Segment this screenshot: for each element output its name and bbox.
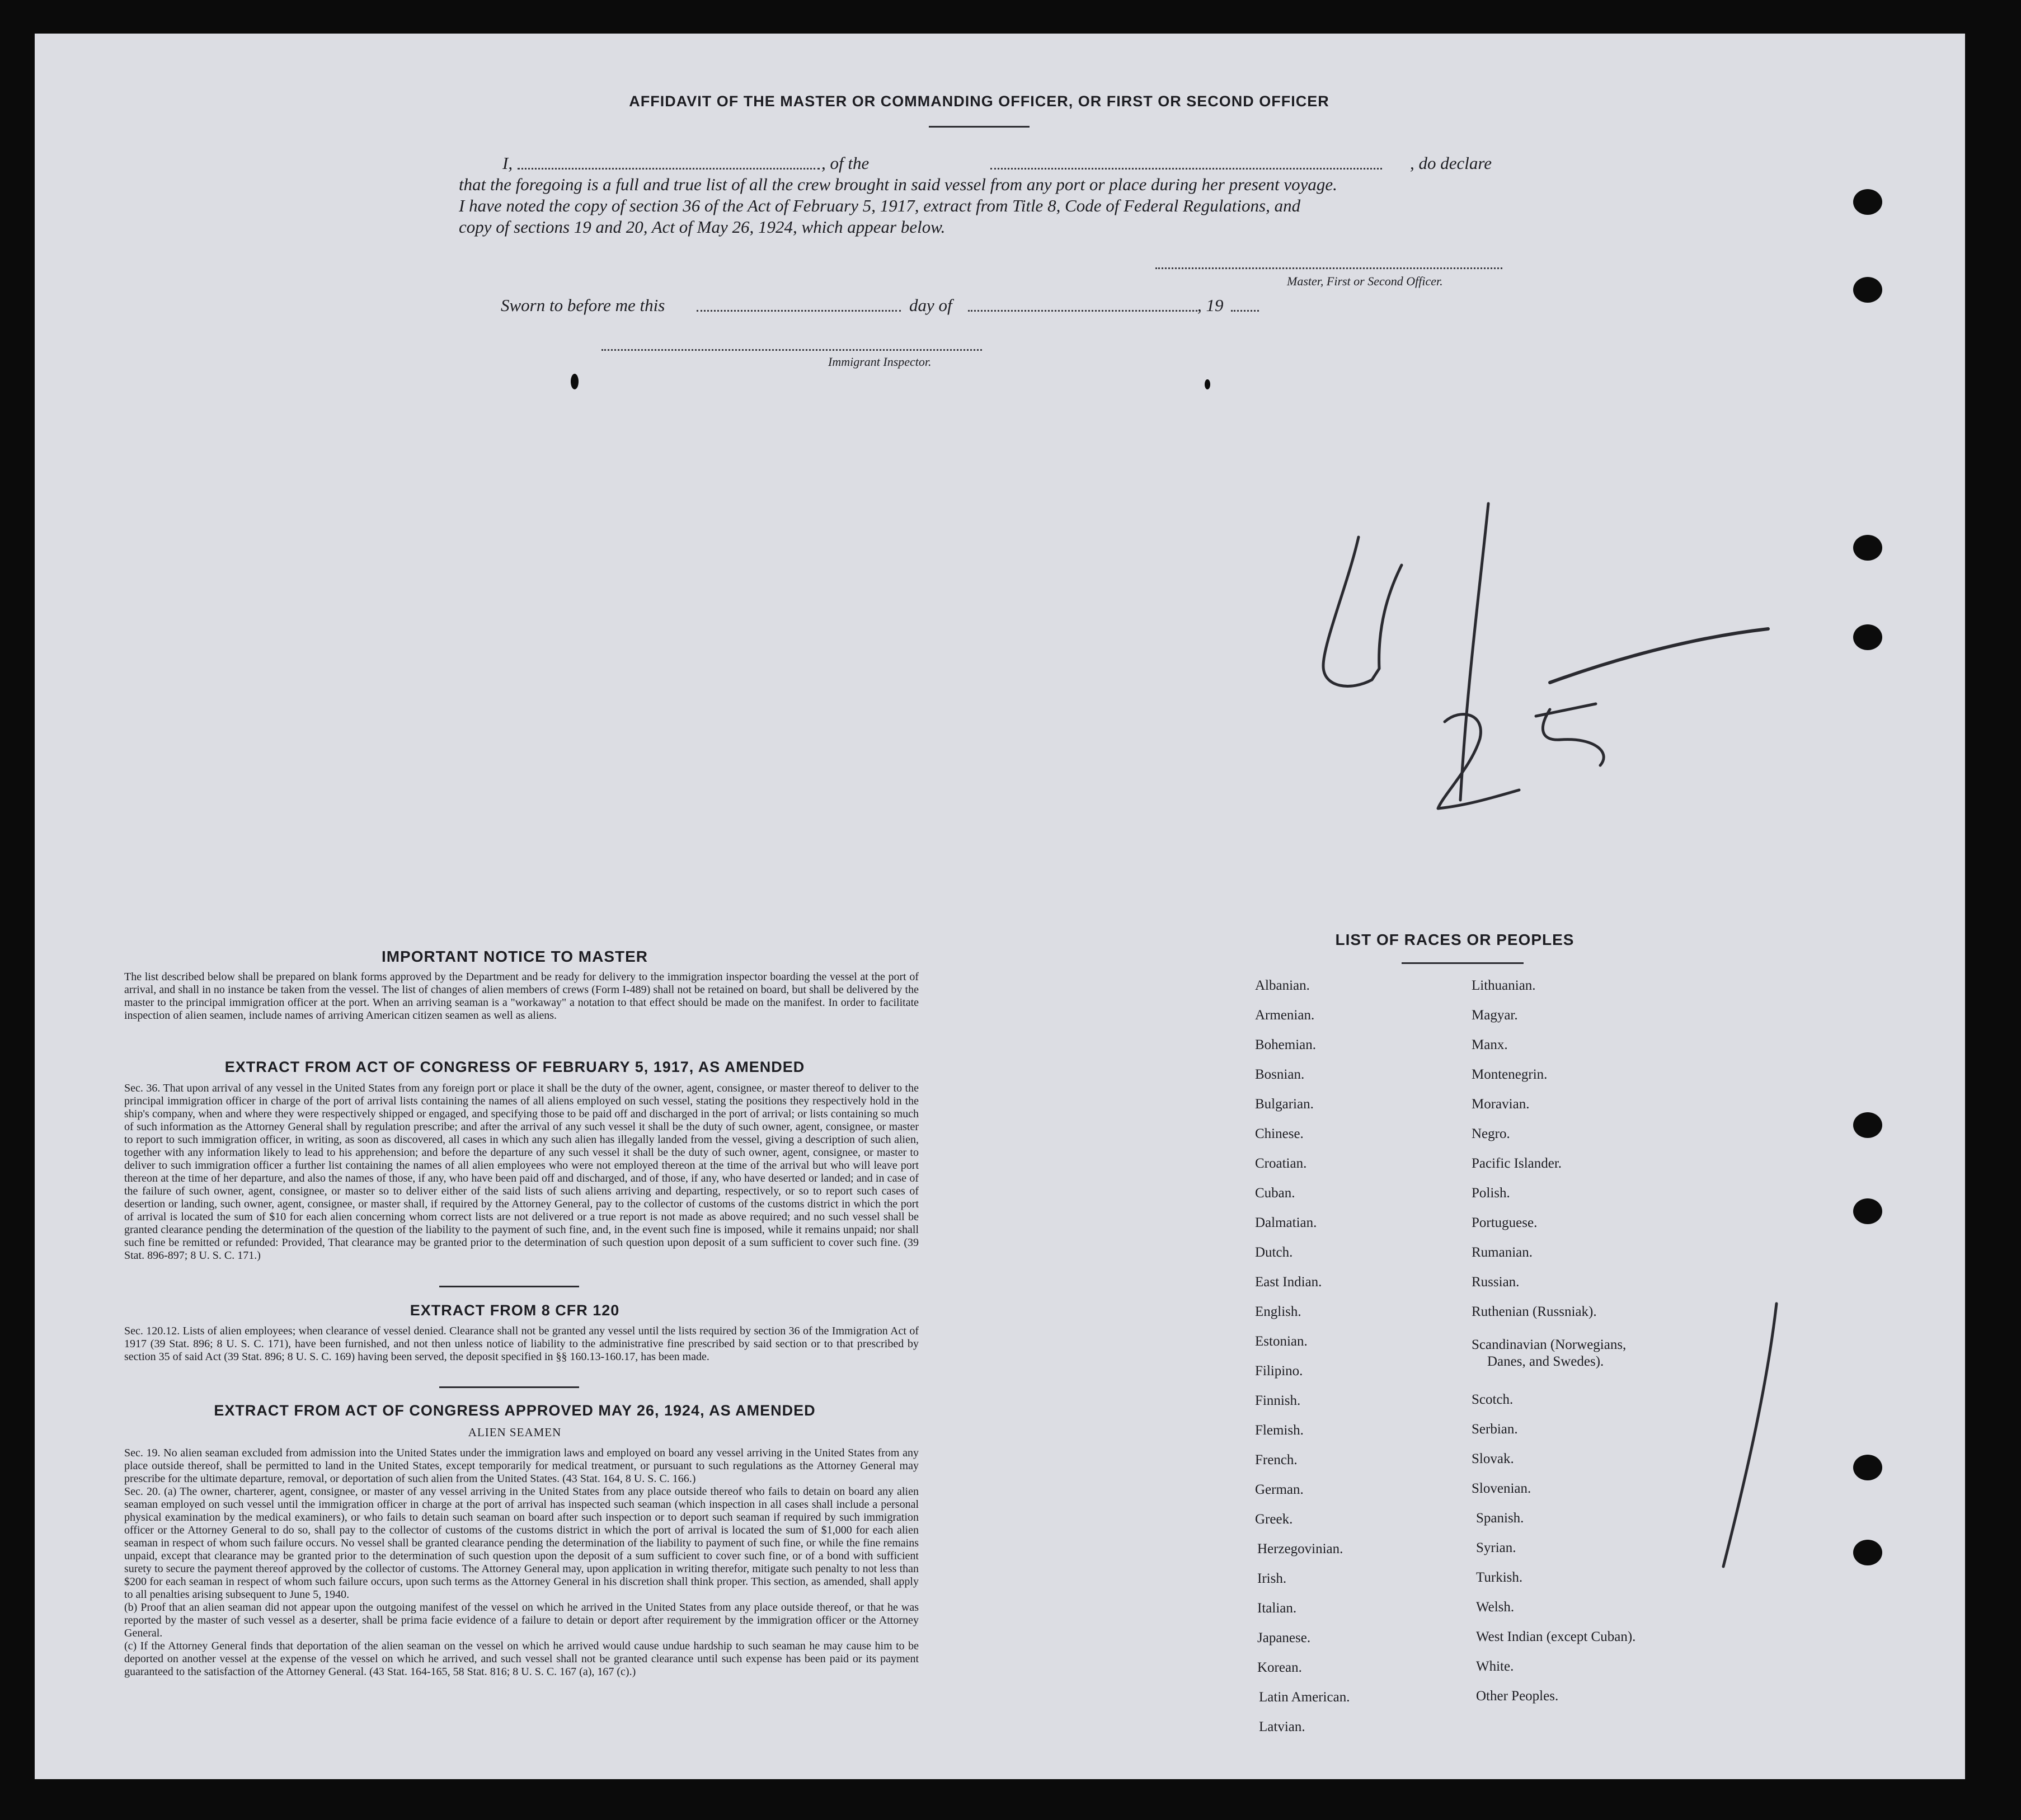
year-prefix: , 19	[1197, 295, 1224, 315]
extract-1924-body	[124, 1447, 919, 1678]
race-item: Armenian.	[1255, 1008, 1315, 1023]
race-item: Dalmatian.	[1255, 1215, 1317, 1230]
divider	[439, 1386, 579, 1388]
race-item: Estonian.	[1255, 1334, 1308, 1349]
race-item: English.	[1255, 1304, 1301, 1319]
day-of-text: day of	[909, 295, 952, 315]
race-item: Italian.	[1257, 1601, 1297, 1616]
race-item: Pacific Islander.	[1472, 1156, 1562, 1171]
race-item: Scotch.	[1472, 1392, 1514, 1407]
notice-body: The list described below shall be prepared on blank forms approved by the Department and be ready for delivery to the immigration inspector boarding the vessel at the port of arrival, and shall in no instance be taken from the vessel. The list of changes of alien members of crews (Form I-489) shall not be retained on board, but shall be delivered by the master to the principal immigration officer at the port. When an arriving seaman is a "workaway" a notation to that effect should be made on the manifest. In order to facilitate inspection of alien seamen, include names of arriving American citizen seamen as well as aliens.	[124, 971, 919, 1022]
inspector-caption: Immigrant Inspector.	[828, 355, 932, 369]
handwritten-tally-mark	[1723, 1304, 1776, 1567]
race-item: Other Peoples.	[1476, 1689, 1559, 1704]
race-item: Polish.	[1472, 1186, 1510, 1201]
race-item: German.	[1255, 1482, 1304, 1497]
affidavit-line4: copy of sections 19 and 20, Act of May 26, 1924, which appear below.	[459, 217, 946, 237]
extract-1917-title: EXTRACT FROM ACT OF CONGRESS OF FEBRUARY 5, 1917, AS AMENDED	[224, 1059, 805, 1075]
extract-1924-title: EXTRACT FROM ACT OF CONGRESS APPROVED MAY 26, 1924, AS AMENDED	[214, 1402, 816, 1419]
sworn-text: Sworn to before me this	[501, 295, 665, 315]
race-item: Herzegovinian.	[1257, 1541, 1343, 1556]
race-item: Moravian.	[1472, 1097, 1530, 1112]
race-item: Finnish.	[1255, 1393, 1301, 1408]
handwritten-four	[1323, 537, 1402, 686]
races-divider	[1402, 962, 1524, 964]
extract-1917-body: Sec. 36. That upon arrival of any vessel in the United States from any foreign port or place it shall be the duty of the owner, agent, consignee, or master thereof to deliver to the principal immigration officer in charge of the port of arrival lists containing the names of all aliens employed on such vessel, stating the positions they respectively hold in the ship's company, when and where they were respectively shipped or engaged, and specifying those to be paid off and discharged in the port of arrival; or lists containing so much of such information as the Attorney General shall by regulation prescribe; and after the arrival of any such vessel it shall be the duty of such owner, agent, consignee, or master to report to such immigration officer, in writing, as soon as discovered, all cases in which any such alien has illegally landed from the vessel, giving a description of such alien, together with any information likely to lead to his apprehension; and before the departure of any such vessel it shall be the duty of such owner, agent, consignee, or master to deliver to such immigration officer a further list containing the names of all alien employees who were not employed thereon at the time of the arrival but who will leave port thereon at the time of her departure, and also the names of those, if any, who have been paid off and discharged, and of those, if any, who have deserted or landed; and in case of the failure of such owner, agent, consignee, or master so to deliver either of the said lists of such aliens arriving and departing, respectively, or so to report such cases of desertion or landing, such owner, agent, consignee, or master shall, if required by the Attorney General, pay to the collector of customs of the customs district in which the port of arrival is located the sum of $10 for each alien concerning whom correct lists are not delivered or a true report is not made as above required; and no such vessel shall be granted clearance pending the determination of the question of the liability to the payment of such fine, and, in the event such fine is imposed, while it remains unpaid; nor shall such fine be remitted or refunded: Provided, That clearance may be granted prior to the determination of such question upon deposit of a sum sufficient to cover such fine. (39 Stat. 896-897; 8 U. S. C. 171.)	[124, 1082, 919, 1262]
race-item: Welsh.	[1476, 1600, 1515, 1615]
race-item: Ruthenian (Russniak).	[1472, 1304, 1597, 1319]
affidavit-declare: , do declare	[1410, 153, 1492, 173]
section-20a-paragraph: Sec. 20. (a) The owner, charterer, agent, consignee, or master of any vessel arriving in the United States from any place outside thereof who fails to detain on board any alien seaman employed on such vessel until the immigration officer in charge at the port of arrival has inspected such seaman (which inspection in all cases shall include a personal physical examination by the medical examiners), or who fails to detain such seaman on board after such inspection or to deport such seaman if required by such immigration officer or the Attorney General to do so, shall pay to the collector of customs of the customs district in which the port of arrival is located the sum of $1,000 for each alien seaman in respect of whom such failure occurs. No vessel shall be granted clearance pending the determination of the liability to payment of such fine, or while the fine remains unpaid, except that clearance may be granted prior to the determination of such question upon the deposit of a sum sufficient to cover such fine, or of a bond with sufficient surety to secure the payment thereof approved by the collector of customs. The Attorney General may, upon application in writing therefor, mitigate such penalty to not less than $200 for each seaman in respect of whom such failure occurs, upon such terms as the Attorney General in his discretion shall think proper. This section, as amended, shall apply to all penalties arising subsequent to June 5, 1940.	[124, 1485, 919, 1601]
race-item: Bohemian.	[1255, 1037, 1317, 1052]
extract-cfr-body: Sec. 120.12. Lists of alien employees; when clearance of vessel denied. Clearance shall not be granted any vessel until the lists required by section 36 of the Immigration Act of 1917 (39 Stat. 896; 8 U. S. C. 171), have been furnished, and not then unless notice of liability to the administrative fine prescribed by said section or to that prescribed by section 35 of said Act (39 Stat. 896; 8 U. S. C. 169) having been served, the deposit specified in §§ 160.13-160.17, has been made.	[124, 1325, 919, 1363]
affidavit-of-the: , of the	[821, 153, 870, 173]
race-item: East Indian.	[1255, 1275, 1322, 1290]
race-item: Portuguese.	[1472, 1215, 1538, 1230]
races-column-1	[1253, 978, 1460, 1739]
race-item: Slovenian.	[1472, 1481, 1531, 1496]
divider	[439, 1286, 579, 1287]
race-item: Slovak.	[1472, 1451, 1514, 1466]
races-column-2	[1472, 978, 1718, 1705]
race-item: Turkish.	[1476, 1570, 1523, 1585]
section-19-paragraph: Sec. 19. No alien seaman excluded from admission into the United States under the immigration laws and employed on board any vessel arriving in the United States from any place outside thereof, shall be permitted to land in the United States, except temporarily for medical treatment, or pursuant to such regulations as the Attorney General may prescribe for the ultimate departure, removal, or deportation of such alien from the United States. (43 Stat. 164, 8 U. S. C. 166.)	[124, 1447, 919, 1485]
race-item: French.	[1255, 1452, 1298, 1468]
race-item: White.	[1476, 1659, 1514, 1674]
race-item: Croatian.	[1255, 1156, 1307, 1171]
race-item: Danes, and Swedes).	[1487, 1354, 1604, 1369]
affidavit-i: I,	[502, 153, 513, 173]
extract-1924-subtitle: ALIEN SEAMEN	[468, 1426, 562, 1439]
race-item: Syrian.	[1476, 1540, 1516, 1555]
race-item: West Indian (except Cuban).	[1476, 1629, 1636, 1644]
race-item: Lithuanian.	[1472, 978, 1536, 993]
affidavit-title: AFFIDAVIT OF THE MASTER OR COMMANDING OFFICER, OR FIRST OR SECOND OFFICER	[629, 93, 1329, 110]
race-item: Irish.	[1257, 1571, 1287, 1586]
races-title: LIST OF RACES OR PEOPLES	[1335, 931, 1574, 948]
race-item: Filipino.	[1255, 1363, 1303, 1379]
race-item: Bulgarian.	[1255, 1097, 1314, 1112]
race-item: Spanish.	[1476, 1511, 1524, 1526]
affidavit-line2: that the foregoing is a full and true list of all the crew brought in said vessel from any port or place during her present voyage.	[459, 175, 1337, 194]
race-item: Flemish.	[1255, 1423, 1304, 1438]
race-item: Russian.	[1472, 1275, 1520, 1290]
race-item: Montenegrin.	[1472, 1067, 1548, 1082]
extract-cfr-title: EXTRACT FROM 8 CFR 120	[410, 1302, 620, 1319]
master-caption: Master, First or Second Officer.	[1287, 274, 1443, 288]
handwritten-underline-stroke	[1550, 629, 1768, 683]
race-item: Chinese.	[1255, 1126, 1304, 1141]
race-item: Greek.	[1255, 1512, 1293, 1527]
race-item: Latvian.	[1259, 1719, 1305, 1734]
affidavit-line3: I have noted the copy of section 36 of the Act of February 5, 1917, extract from Title 8, Code of Federal Regulations, and	[459, 196, 1301, 215]
race-item: Albanian.	[1255, 978, 1310, 993]
race-item: Cuban.	[1255, 1186, 1295, 1201]
race-item: Magyar.	[1472, 1008, 1518, 1023]
notice-title: IMPORTANT NOTICE TO MASTER	[381, 948, 648, 965]
race-item: Bosnian.	[1255, 1067, 1305, 1082]
race-item: Negro.	[1472, 1126, 1510, 1141]
race-item: Japanese.	[1257, 1630, 1311, 1645]
race-item: Latin American.	[1259, 1690, 1350, 1705]
section-20b-paragraph: (b) Proof that an alien seaman did not appear upon the outgoing manifest of the vessel on which he arrived in the United States from any place outside thereof, or that he was reported by the master of such vessel as a deserter, shall be prima facie evidence of a failure to detain or deport after requirement by the immigration officer or the Attorney General.	[124, 1601, 919, 1639]
race-item: Korean.	[1257, 1660, 1302, 1675]
race-item: Manx.	[1472, 1037, 1508, 1052]
race-item: Dutch.	[1255, 1245, 1293, 1260]
section-20c-paragraph: (c) If the Attorney General finds that deportation of the alien seaman on the vessel on which he arrived would cause undue hardship to such seaman he may cause him to be deported on another vessel at the expense of the vessel on which he arrived, and such vessel shall not be granted clearance until such expense has been paid or its payment guaranteed to the satisfaction of the Attorney General. (43 Stat. 164-165, 58 Stat. 816; 8 U. S. C. 167 (a), 167 (c).)	[124, 1640, 919, 1678]
race-item: Rumanian.	[1472, 1245, 1533, 1260]
handwritten-slash	[1460, 504, 1488, 800]
race-item: Scandinavian (Norwegians,	[1472, 1337, 1627, 1352]
race-item: Serbian.	[1472, 1422, 1518, 1437]
